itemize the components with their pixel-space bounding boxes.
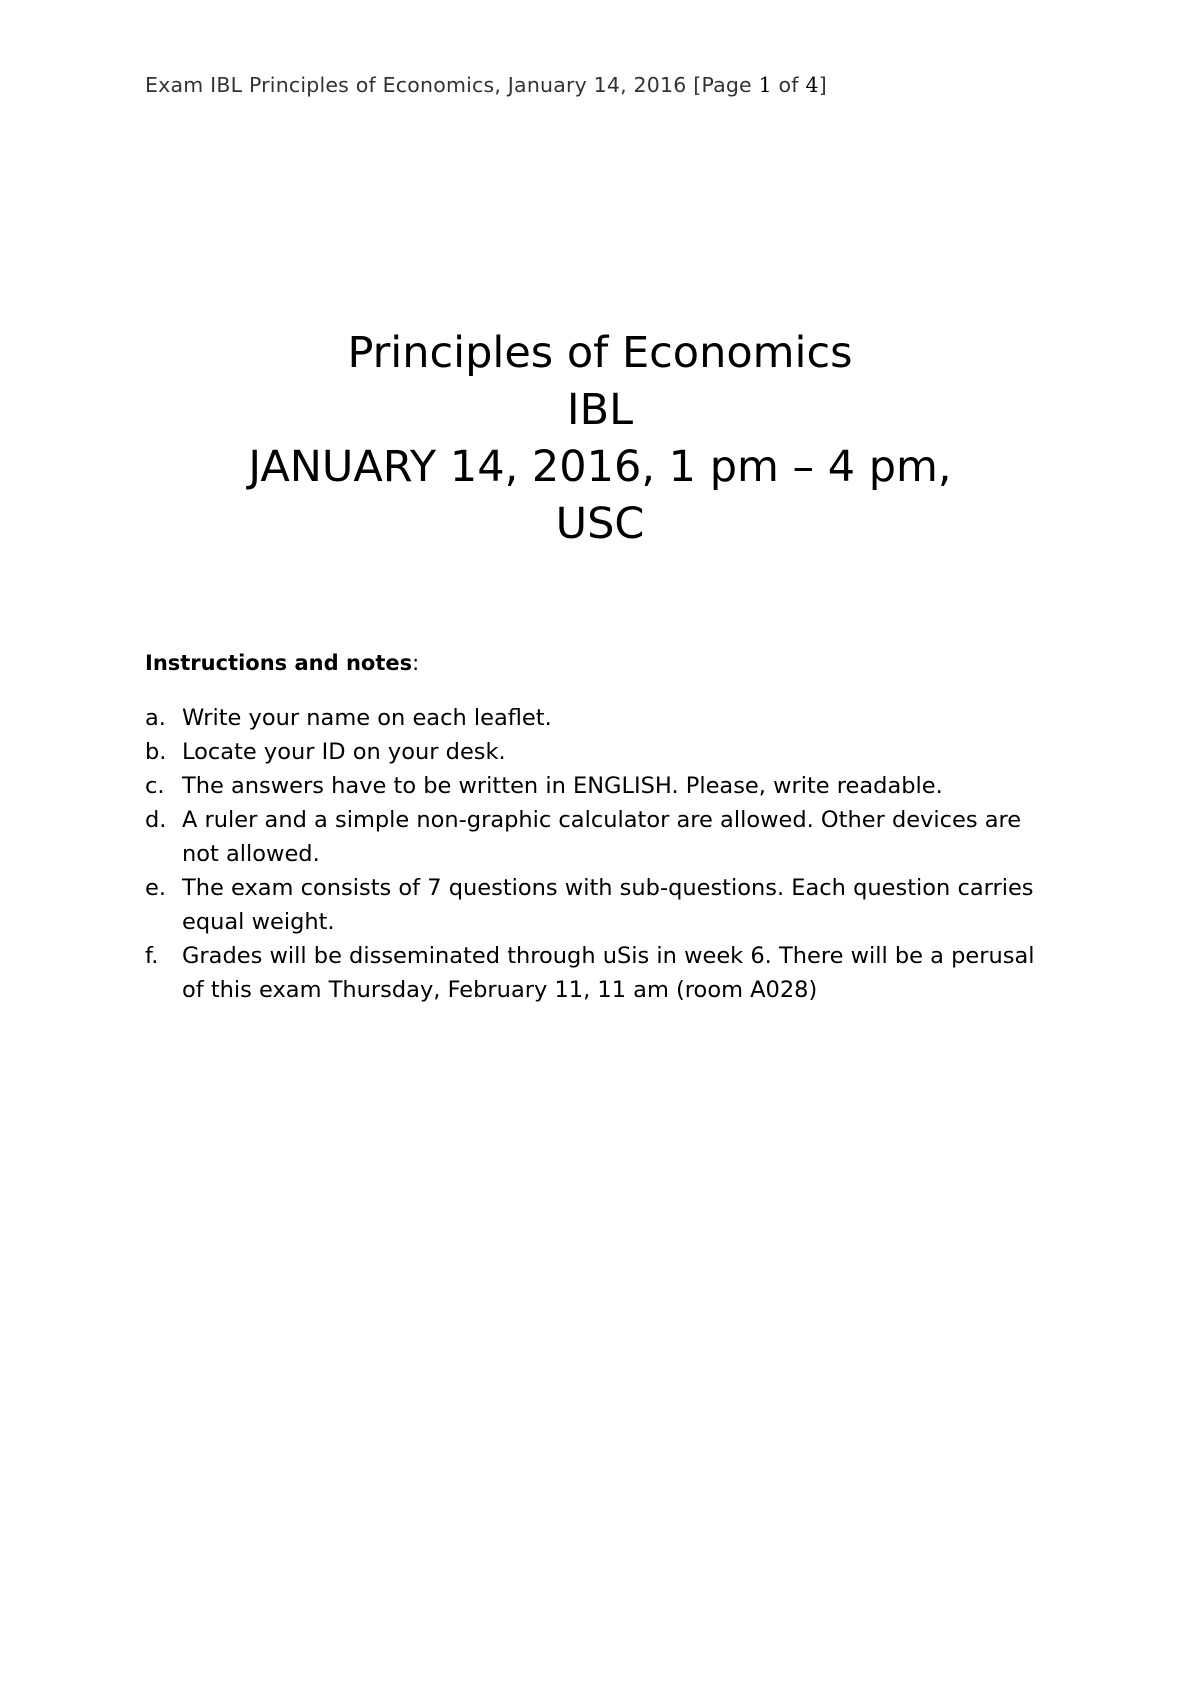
instruction-letter: a. [145, 705, 166, 731]
instruction-text: Write your name on each leaflet. [182, 705, 552, 731]
instruction-item [145, 803, 1065, 871]
instruction-letter: c. [145, 773, 165, 799]
instruction-letter: e. [145, 875, 166, 901]
instructions-section [145, 648, 1065, 1007]
instruction-letter: d. [145, 807, 167, 833]
header-page-number: 1 [758, 73, 772, 97]
instructions-list [145, 701, 1065, 1007]
instruction-item [145, 735, 1065, 769]
instruction-letter: f. [145, 943, 159, 969]
instructions-heading-text: Instructions and notes [145, 651, 413, 675]
header-page-total: 4 [805, 73, 819, 97]
title-block [0, 325, 1200, 553]
program-name: IBL [566, 385, 634, 435]
instructions-heading [145, 648, 1065, 678]
instruction-item [145, 871, 1065, 939]
course-title: Principles of Economics [347, 328, 853, 378]
exam-date-time: JANUARY 14, 2016, 1 pm – 4 pm, [248, 442, 952, 492]
header-prefix: Exam IBL Principles of Economics, January 14, 2016 [Page [145, 73, 759, 97]
instruction-letter: b. [145, 739, 167, 765]
header-suffix: ] [818, 73, 827, 97]
instruction-item [145, 939, 1065, 1007]
instruction-item [145, 769, 1065, 803]
exam-location: USC [555, 499, 645, 549]
page-header [145, 73, 827, 97]
instruction-item [145, 701, 1065, 735]
instruction-text: Grades will be disseminated through uSis in week 6. There will be a perusal of this exam Thursday, February 11, 11 am (room A028) [182, 943, 1035, 1003]
instruction-text: The exam consists of 7 questions with sub-questions. Each question carries equal weight. [182, 875, 1034, 935]
instruction-text: Locate your ID on your desk. [182, 739, 506, 765]
instructions-heading-colon: : [412, 651, 420, 675]
instruction-text: The answers have to be written in ENGLISH. Please, write readable. [182, 773, 943, 799]
header-of: of [771, 73, 806, 97]
instruction-text: A ruler and a simple non-graphic calculator are allowed. Other devices are not allowed. [182, 807, 1022, 867]
